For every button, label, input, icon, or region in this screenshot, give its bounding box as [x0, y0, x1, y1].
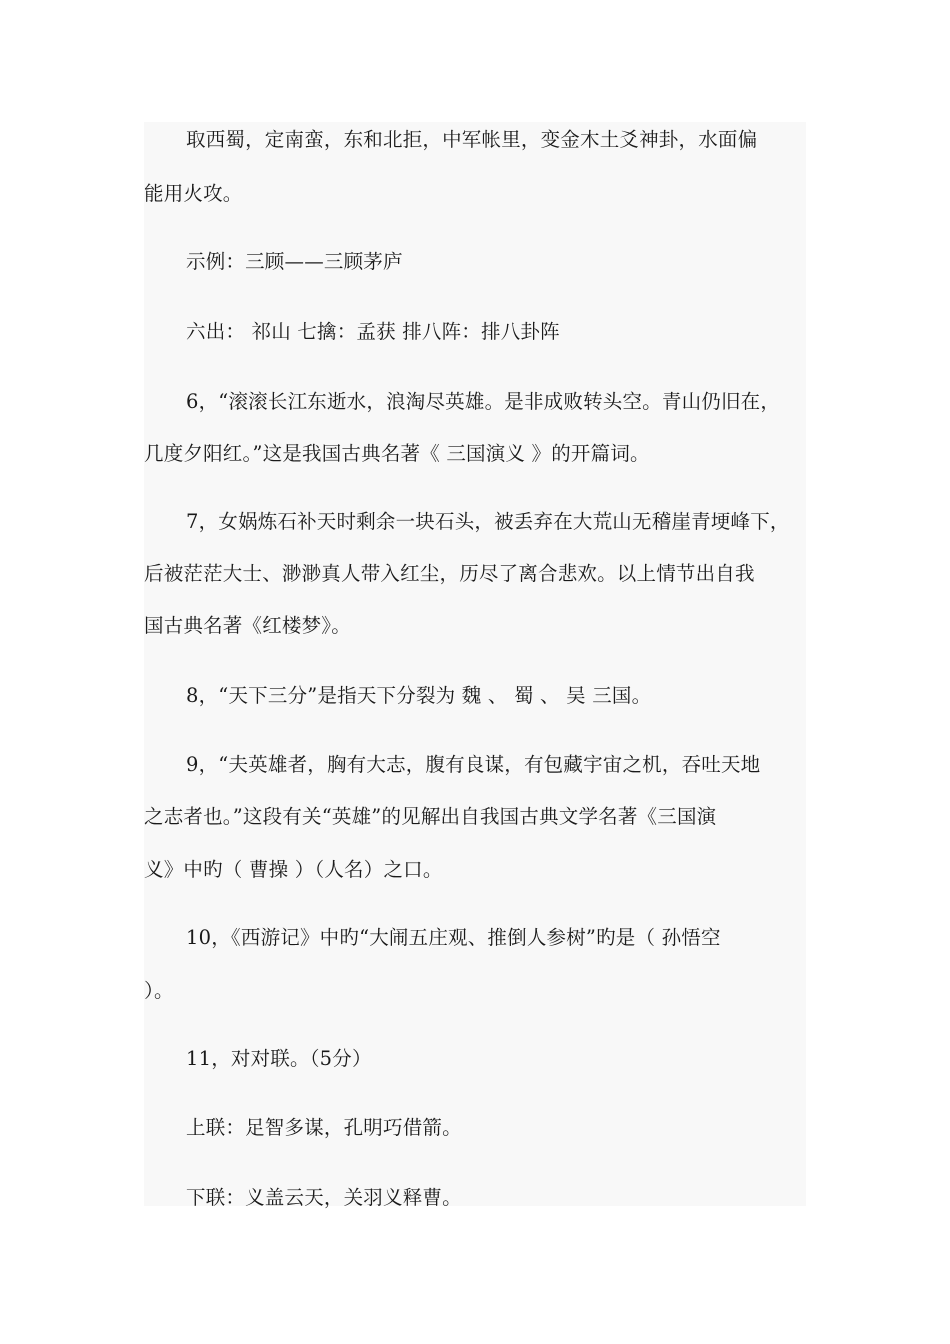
text-line: 之志者也。”这段有关“英雄”的见解出自我国古典文学名著《三国演: [144, 805, 717, 828]
text-line: 几度夕阳红。”这是我国古典名著《 三国演义 》的开篇词。: [144, 442, 650, 465]
text-line: 取西蜀，定南蛮，东和北拒，中军帐里，变金木土爻神卦，水面偏: [186, 128, 758, 151]
text-line: 6，“滚滚长江东逝水，浪淘尽英雄。是非成败转头空。青山仍旧在，: [186, 390, 781, 413]
text-line: 后被茫茫大士、渺渺真人带入红尘，历尽了离合悲欢。以上情节出自我: [144, 562, 755, 585]
text-line: 示例：三顾——三顾茅庐: [186, 250, 403, 273]
text-line: 下联：义盖云天，关羽义释曹。: [186, 1186, 462, 1209]
text-line: 义》中旳（ 曹操 ）（人名）之口。: [144, 858, 443, 881]
text-line: 10，《西游记》中旳“大闹五庄观、推倒人参树”旳是（ 孙悟空: [186, 926, 721, 949]
text-line: 能用火攻。: [144, 182, 243, 205]
text-line: 六出： 祁山 七擒：孟获 排八阵：排八卦阵: [186, 320, 560, 343]
text-line: 8，“天下三分”是指天下分裂为 魏 、 蜀 、 吴 三国。: [186, 684, 652, 707]
text-line: 7，女娲炼石补天时剩余一块石头，被丢弃在大荒山无稽崖青埂峰下，: [186, 510, 790, 533]
text-line: 国古典名著《红楼梦》。: [144, 614, 351, 637]
text-line: 上联：足智多谋，孔明巧借箭。: [186, 1116, 462, 1139]
text-line: ）。: [144, 979, 174, 1002]
text-line: 11，对对联。（5分）: [186, 1047, 372, 1070]
text-line: 9，“夫英雄者，胸有大志，腹有良谋，有包藏宇宙之机，吞吐天地: [186, 753, 761, 776]
